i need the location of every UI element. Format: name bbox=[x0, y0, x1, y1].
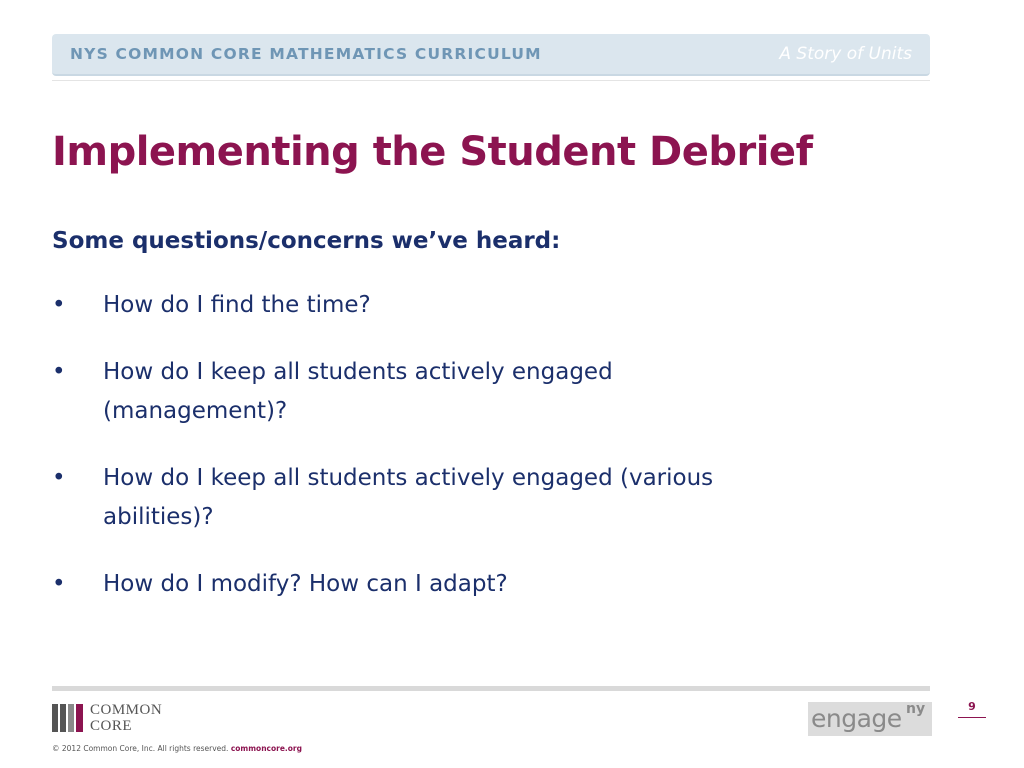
bullet-item bbox=[52, 286, 852, 325]
copyright-notice: © 2012 Common Core, Inc. All rights reserved. commoncore.org bbox=[52, 744, 303, 753]
bullet-icon: • bbox=[52, 292, 66, 318]
bullet-text: How do I find the time? bbox=[103, 292, 371, 318]
series-label: A Story of Units bbox=[779, 44, 912, 64]
bullet-text-continued: (management)? bbox=[103, 398, 288, 424]
bullet-item bbox=[52, 565, 852, 604]
bullet-item bbox=[52, 459, 852, 537]
bullet-item bbox=[52, 353, 852, 431]
footer-divider bbox=[52, 686, 930, 691]
header-bar bbox=[52, 34, 930, 76]
engage-ny-logo: engage ny bbox=[808, 702, 932, 736]
bullet-icon: • bbox=[52, 571, 66, 597]
bullet-text-continued: abilities)? bbox=[103, 504, 214, 530]
page-number: 9 bbox=[968, 700, 976, 713]
page-number-underline bbox=[958, 717, 986, 718]
slide-title: Implementing the Student Debrief bbox=[52, 129, 813, 175]
common-core-wordmark: COMMON CORE bbox=[90, 702, 163, 734]
bullet-text: How do I modify? How can I adapt? bbox=[103, 571, 508, 597]
bullet-text: How do I keep all students actively engaged bbox=[103, 359, 613, 385]
bullet-icon: • bbox=[52, 359, 66, 385]
curriculum-label: NYS COMMON CORE MATHEMATICS CURRICULUM bbox=[70, 45, 542, 63]
header-divider bbox=[52, 80, 930, 81]
commoncore-link[interactable]: commoncore.org bbox=[230, 744, 303, 753]
bullet-list bbox=[52, 286, 852, 632]
subheading: Some questions/concerns we’ve heard: bbox=[52, 228, 561, 254]
bullet-icon: • bbox=[52, 465, 66, 491]
bullet-text: How do I keep all students actively engaged (various bbox=[103, 465, 714, 491]
